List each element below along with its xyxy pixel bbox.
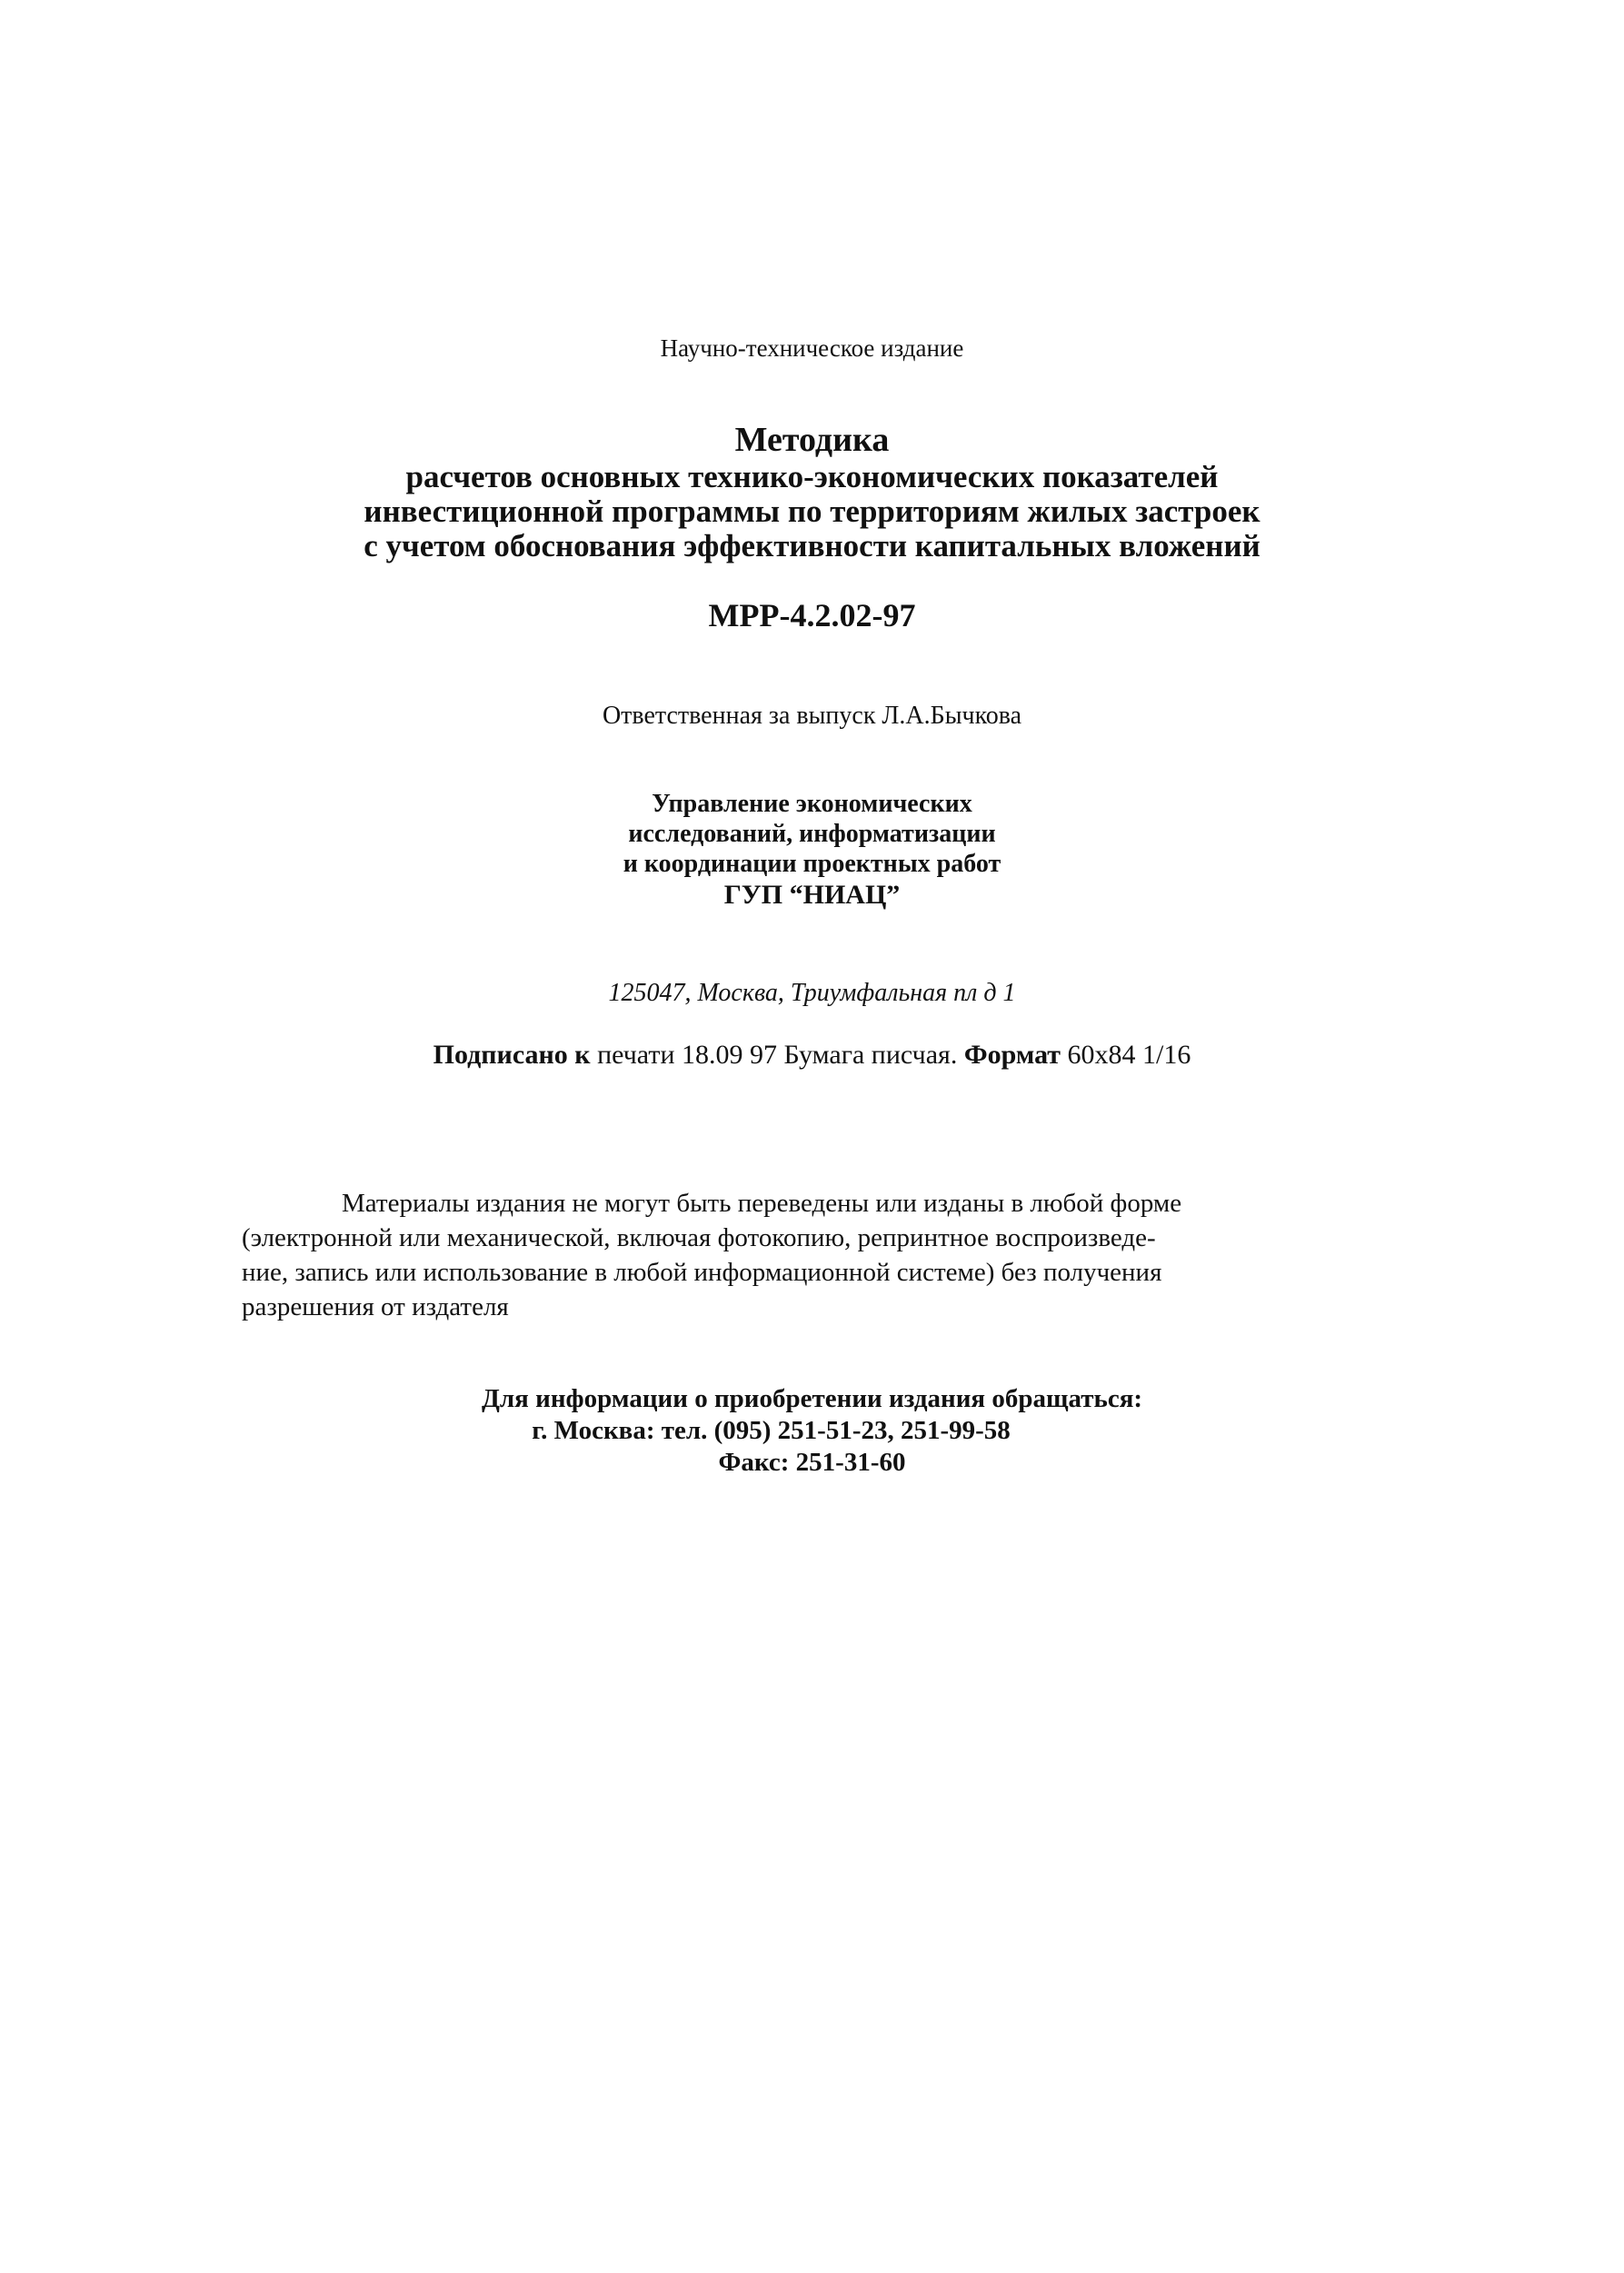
- title-line: расчетов основных технико-экономических показателей: [405, 459, 1219, 494]
- copyright-notice: [242, 1186, 1374, 1324]
- publisher-block: [0, 789, 1624, 911]
- publisher-address: 125047, Москва, Триумфальная пл д 1: [608, 979, 1016, 1007]
- print-info: [0, 1038, 1624, 1072]
- contact-phone: г. Москва: тел. (095) 251-51-23, 251-99-58: [532, 1416, 1011, 1445]
- format-value: 60x84 1/16: [1061, 1040, 1191, 1070]
- notice-line: ние, запись или использование в любой информационной системе) без получения: [242, 1258, 1162, 1287]
- title-line: инвестиционной программы по территориям жилых застроек: [364, 493, 1260, 529]
- title-line: с учетом обоснования эффективности капитальных вложений: [364, 528, 1260, 563]
- publisher-org: ГУП “НИАЦ”: [723, 880, 901, 910]
- signed-text: печати 18.09 97 Бумага писчая.: [590, 1040, 964, 1070]
- notice-line: (электронной или механической, включая фотокопию, репринтное воспроизведе-: [242, 1223, 1156, 1252]
- document-code: МРР-4.2.02-97: [708, 597, 916, 633]
- document-title: [0, 420, 1624, 563]
- title-heading: Методика: [734, 421, 890, 459]
- notice-line: разрешения от издателя: [242, 1292, 509, 1321]
- contact-info: [0, 1383, 1624, 1479]
- publisher-line: Управление экономических: [652, 790, 972, 818]
- contact-fax: Факс: 251-31-60: [718, 1448, 906, 1477]
- signed-label: Подписано к: [433, 1040, 591, 1070]
- notice-line: Материалы издания не могут быть переведены или изданы в любой форме: [342, 1189, 1182, 1218]
- edition-type: Научно-техническое издание: [660, 334, 964, 362]
- responsible-person: Ответственная за выпуск Л.А.Бычкова: [602, 702, 1022, 730]
- publisher-line: и координации проектных работ: [623, 850, 1001, 878]
- publisher-line: исследований, информатизации: [628, 820, 996, 848]
- format-label: Формат: [963, 1040, 1061, 1070]
- contact-heading: Для информации о приобретении издания обращаться:: [481, 1384, 1143, 1413]
